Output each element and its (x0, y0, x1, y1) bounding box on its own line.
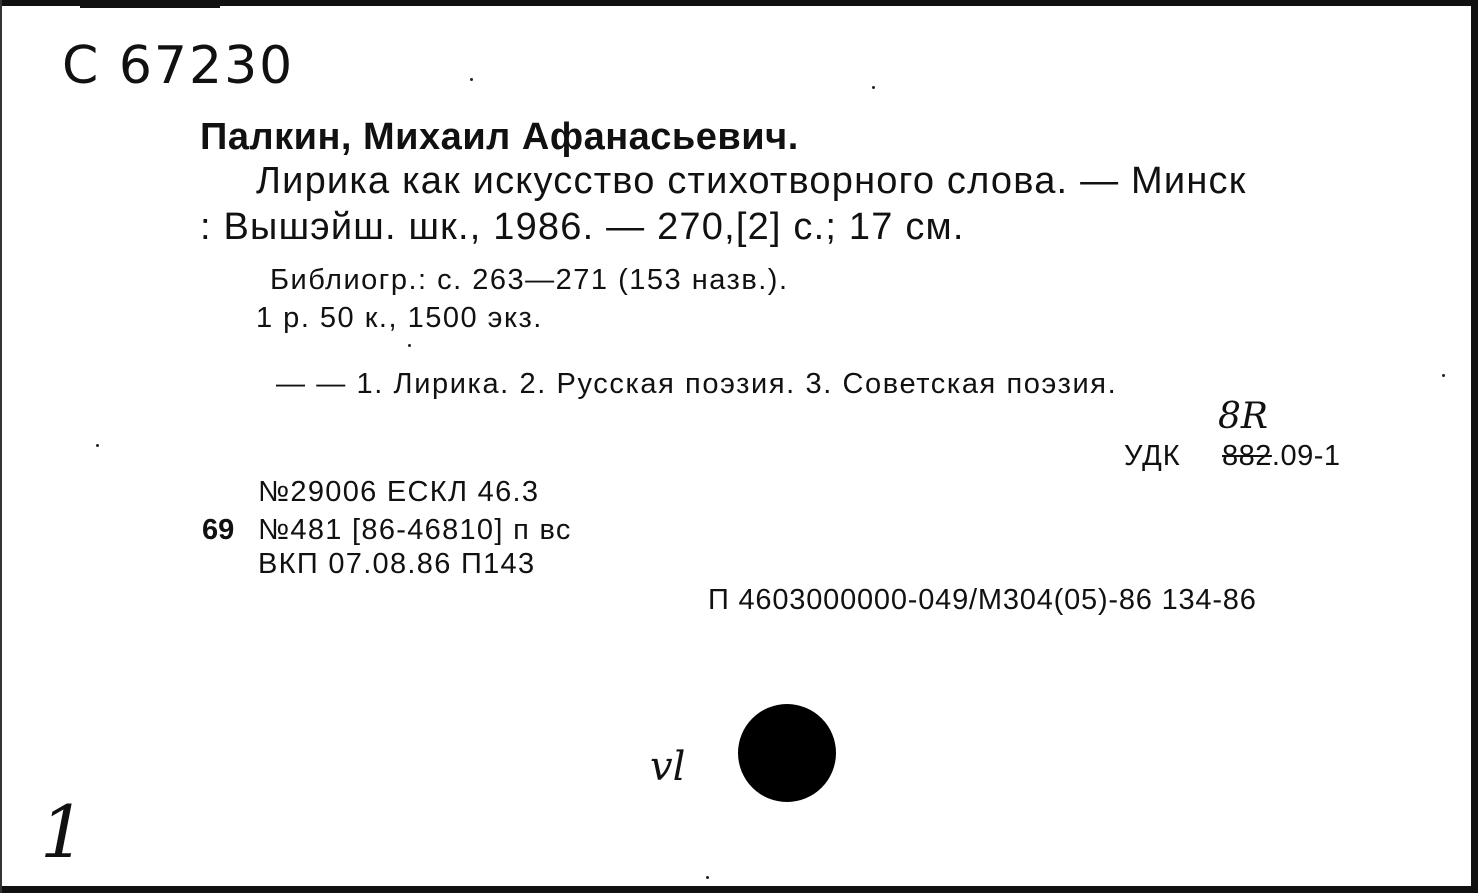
card-bottom-edge (0, 886, 1478, 893)
card-top-edge (0, 0, 1478, 6)
registration-line-1: №29006 ЕСКЛ 46.3 (258, 476, 540, 508)
udk-suffix: .09-1 (1271, 440, 1341, 472)
udk-handwritten-correction: 8R (1218, 396, 1269, 437)
speck (470, 78, 473, 81)
udk-label: УДК (1124, 440, 1181, 472)
speck (706, 876, 709, 879)
registration-line-3: ВКП 07.08.86 П143 (258, 548, 536, 580)
speck (96, 444, 99, 447)
subject-headings: — — 1. Лирика. 2. Русская поэзия. 3. Советская поэзия. (276, 368, 1118, 400)
handwritten-number-one: 1 (40, 790, 86, 874)
black-dot-mark (738, 704, 836, 802)
price-and-print-run: 1 р. 50 к., 1500 экз. (256, 302, 543, 334)
udk-struck-number: 882 (1222, 440, 1272, 472)
top-edge-scrap (80, 0, 220, 8)
registration-line-2: №481 [86-46810] п вс (258, 514, 572, 546)
card-left-edge (0, 0, 2, 893)
bibliography-note: Библиогр.: с. 263—271 (153 назв.). (270, 264, 789, 296)
title-line-2: : Вышэйш. шк., 1986. — 270,[2] с.; 17 см. (200, 206, 965, 248)
publication-index: П 4603000000-049/М304(05)-86 134-86 (708, 584, 1257, 616)
udk-value (1222, 440, 1341, 473)
registration-line-2-number: 69 (202, 514, 235, 546)
speck (408, 344, 411, 347)
call-number: C 67230 (62, 36, 295, 96)
speck (1442, 374, 1445, 377)
author-heading: Палкин, Михаил Афанасьевич. (200, 116, 799, 158)
handwritten-vl-mark: vl (650, 744, 686, 790)
card-right-edge (1471, 0, 1478, 893)
title-line-1: Лирика как искусство стихотворного слова. — Минск (256, 160, 1247, 202)
speck (872, 86, 875, 89)
